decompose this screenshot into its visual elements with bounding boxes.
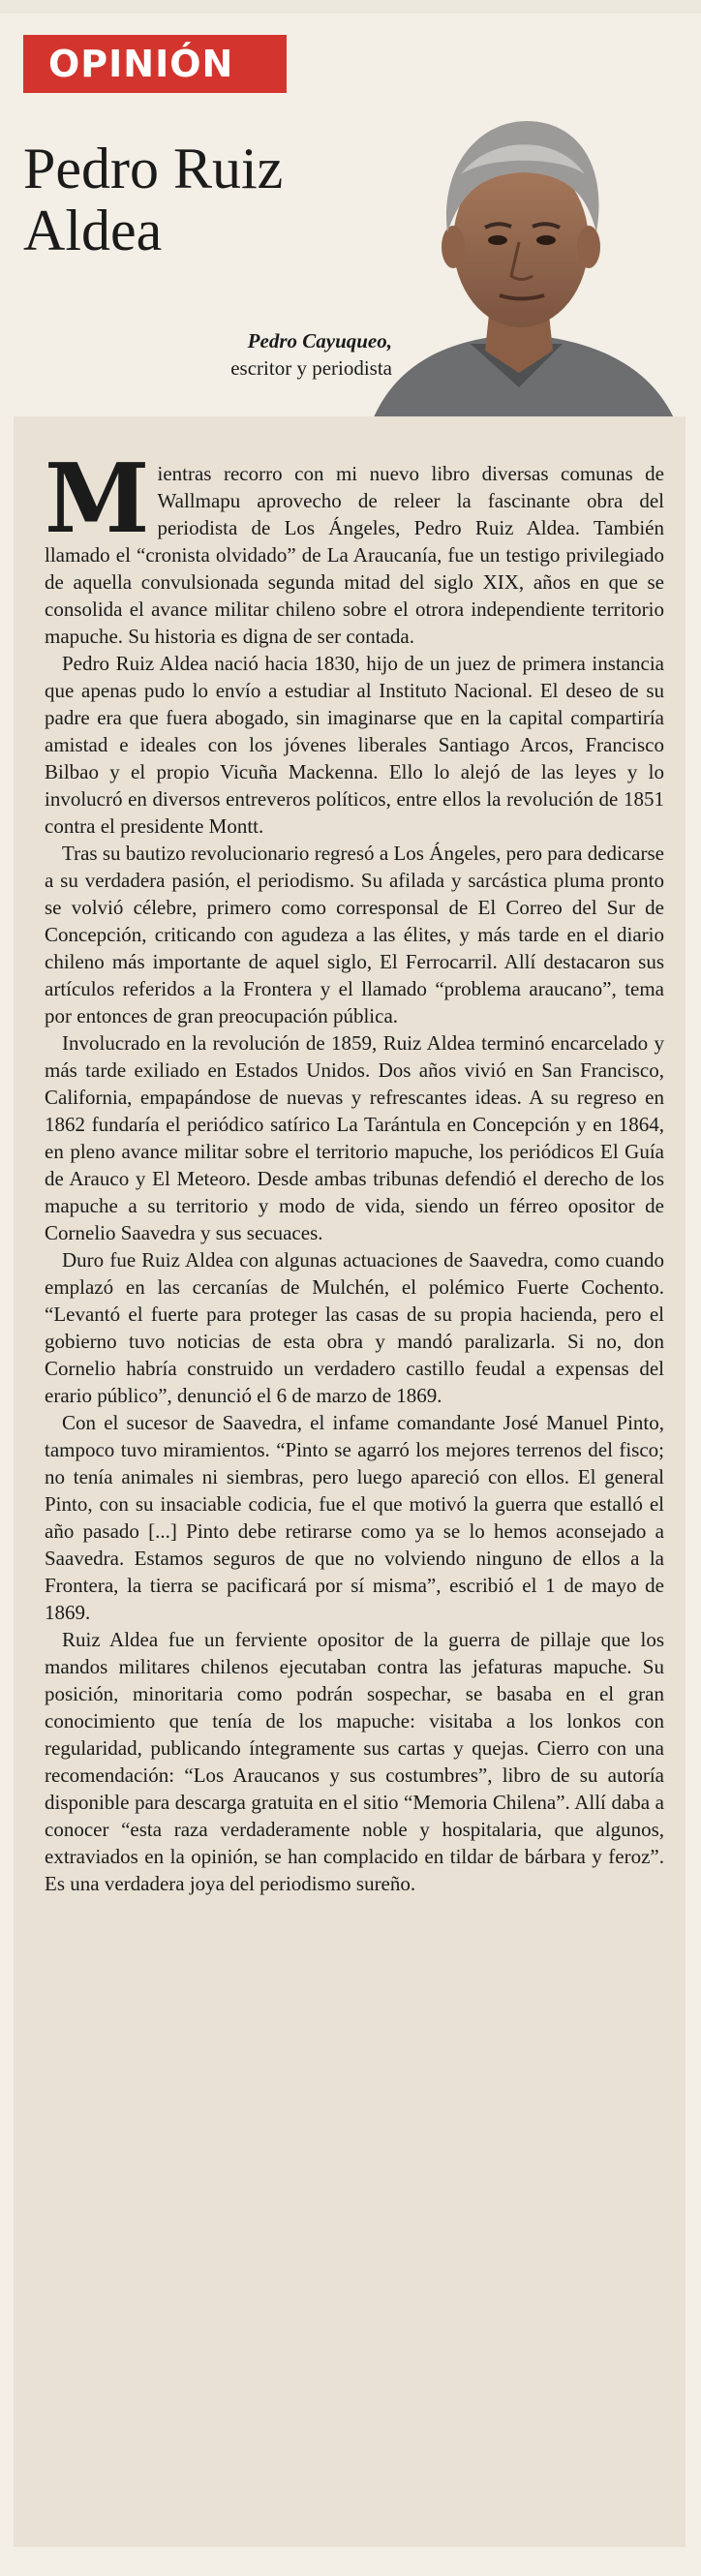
author-role: escritor y periodista [230, 356, 392, 380]
top-rule [0, 0, 701, 14]
article-body [45, 460, 664, 2518]
section-label: OPINIÓN [48, 43, 234, 85]
article-paragraph: Ruiz Aldea fue un ferviente opositor de la guerra de pillaje que los mandos militares chilenos ejecutaban contra las jefaturas mapuche. Su posición, minoritaria como podrán sospechar, se basaba en el gran conocimiento que tenía de los mapuche: visitaba a los lonkos con regularidad, publicando íntegramente sus cartas y quejas. Cierro con una recomendación: “Los Araucanos y sus costumbres”, libro de su autoría disponible para descarga gratuita en el sitio “Memoria Chilena”. Allí daba a conocer “esta raza verdaderamente noble y hospitalaria, que algunos, extraviados en la opinión, se han complacido en tildar de bárbara y feroz”. Es una verdadera joya del periodismo sureño. [45, 1628, 664, 1895]
author-name: Pedro Cayuqueo, [247, 329, 392, 353]
article-paragraph: Con el sucesor de Saavedra, el infame comandante José Manuel Pinto, tampoco tuvo miramientos. “Pinto se agarró los mejores terrenos del fisco; no tenía animales ni siembras, pero luego apareció con ellos. El general Pinto, con su insaciable codicia, fue el que motivó la guerra que estalló el año pasado [...] Pinto debe retirarse como ya se lo hemos aconsejado a Saavedra. Estamos seguros de que no volviendo ninguno de ellos a la Frontera, la tierra se pacificará por sí misma”, escribió el 1 de mayo de 1869. [45, 1411, 664, 1624]
article-paragraph: Duro fue Ruiz Aldea con algunas actuaciones de Saavedra, como cuando emplazó en las cercanías de Mulchén, el polémico Fuerte Cochento. “Levantó el fuerte para proteger las casas de su propia hacienda, pero el gobierno tuvo noticias de esta obra y mandó paralizarla. Si no, don Cornelio habría construido un verdadero castillo feudal a expensas del erario público”, denunció el 6 de marzo de 1869. [45, 1248, 664, 1407]
article-title: Pedro Ruiz Aldea [23, 137, 284, 262]
section-banner [23, 35, 287, 93]
drop-cap: M [45, 460, 150, 555]
article-paragraph: Pedro Ruiz Aldea nació hacia 1830, hijo de un juez de primera instancia que apenas pudo lo envío a estudiar al Instituto Nacional. El deseo de su padre era que fuera abogado, sin imaginarse que en la capital compartiría amistad e ideales con los jóvenes liberales Santiago Arcos, Francisco Bilbao y el propio Vicuña Mackenna. Ello lo alejó de las leyes y lo involucró en diversos entreveros políticos, entre ellos la revolución de 1851 contra el presidente Montt. [45, 652, 664, 838]
byline [116, 327, 392, 382]
article-paragraph: Tras su bautizo revolucionario regresó a Los Ángeles, pero para dedicarse a su verdadera pasión, el periodismo. Su afilada y sarcástica pluma pronto se volvió célebre, primero como corresponsal de El Correo del Sur de Concepción, criticando con agudeza a las élites, y más tarde en el diario chileno más importante de aquel siglo, El Ferrocarril. Allí destacaron sus artículos referidos a la Frontera y el llamado “problema araucano”, tema por entonces de gran preocupación pública. [45, 842, 664, 1027]
lead-text: ientras recorro con mi nuevo libro diversas comunas de Wallmapu aprovecho de releer la fascinante obra del periodista de Los Ángeles, Pedro Ruiz Aldea. También llamado el “cronista olvidado” de La Araucanía, fue un testigo privilegiado de aquella convulsionada segunda mitad del siglo XIX, años en que se consolida el avance militar chileno sobre el otrora independiente territorio mapuche. Su historia es digna de ser contada. [45, 462, 664, 648]
article-paragraph [45, 460, 664, 650]
author-photo [354, 97, 688, 445]
article-paragraph: Involucrado en la revolución de 1859, Ruiz Aldea terminó encarcelado y más tarde exiliado en Estados Unidos. Dos años vivió en San Francisco, California, empapándose de nuevas y refrescantes ideas. A su regreso en 1862 fundaría el periódico satírico La Tarántula en Concepción y en 1864, en pleno avance militar sobre el territorio mapuche, los periódicos El Guía de Arauco y El Meteoro. Desde ambas tribunas defendió el derecho de los mapuche a su territorio y modo de vida, siendo un férreo opositor de Cornelio Saavedra y sus secuaces. [45, 1031, 664, 1244]
